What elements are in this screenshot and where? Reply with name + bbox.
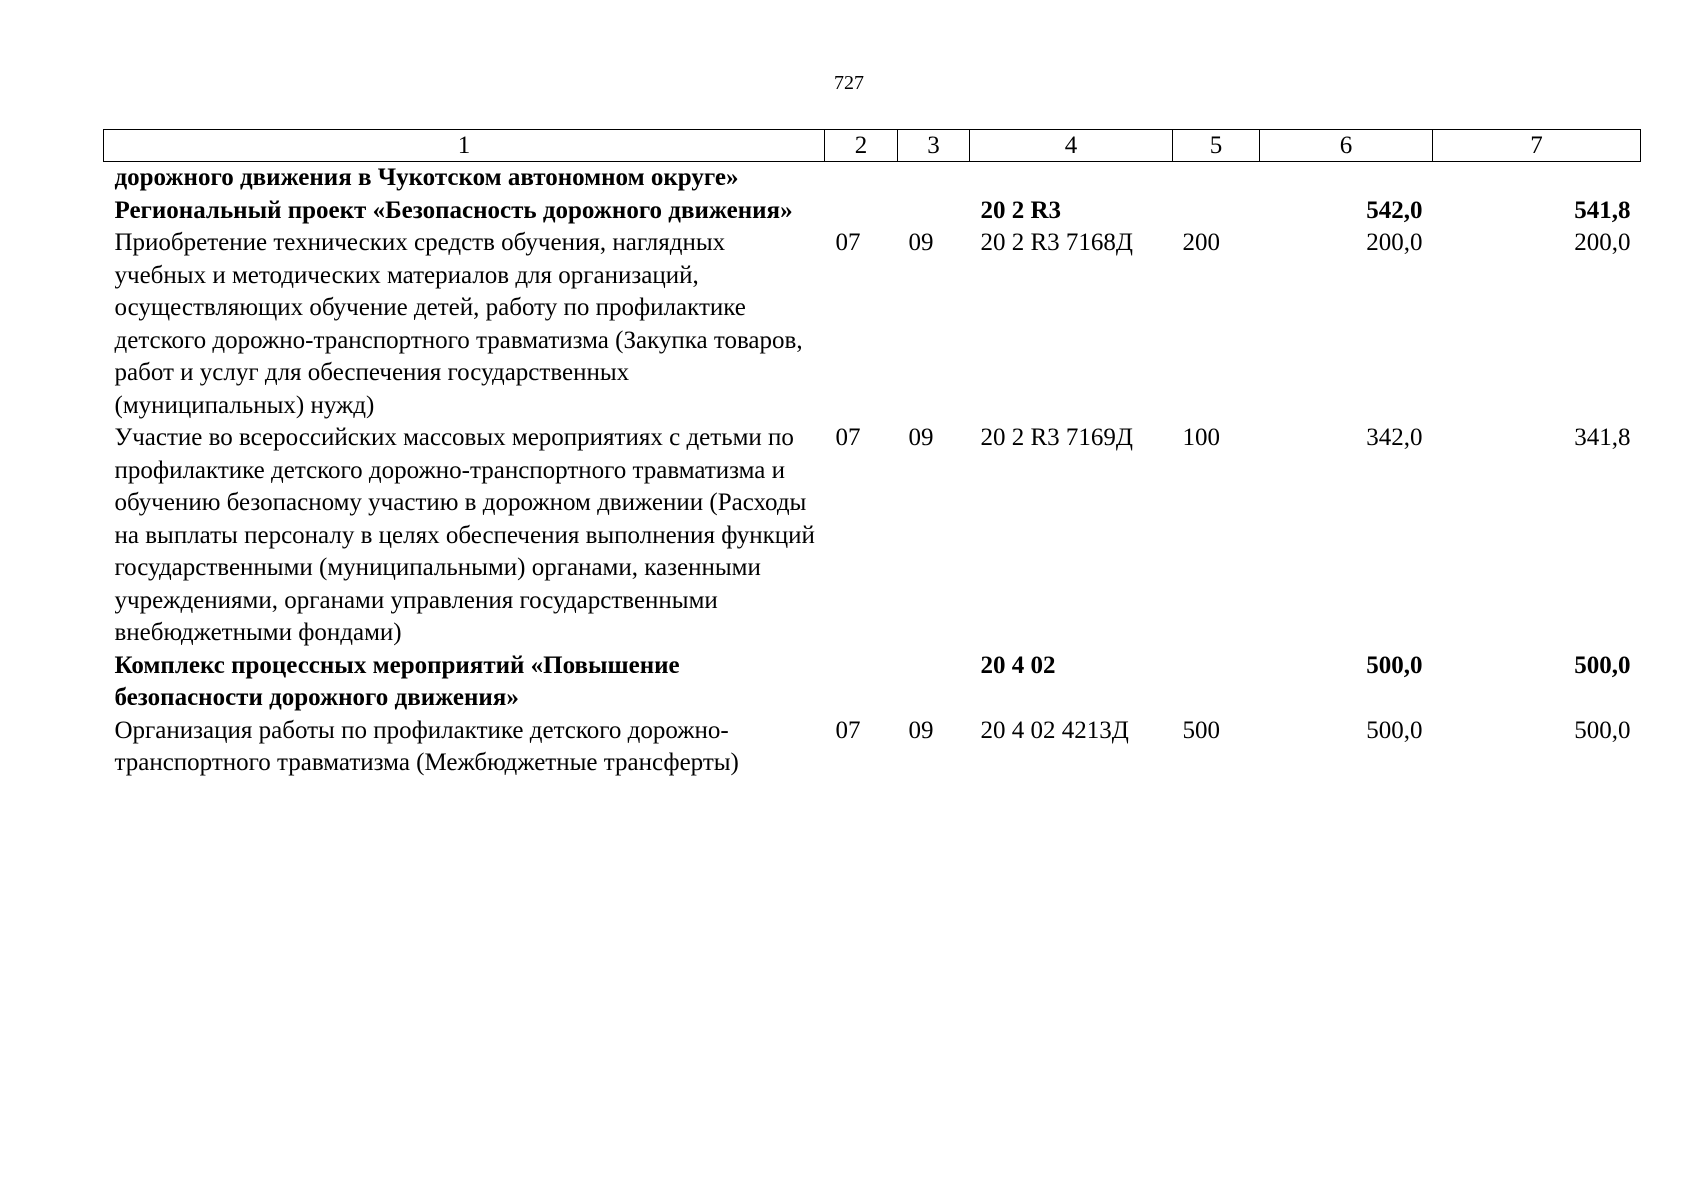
row-amount-col7: 500,0 bbox=[1574, 716, 1631, 744]
row-name: Региональный проект «Безопасность дорожного движения» bbox=[114, 196, 793, 224]
row-name: Приобретение технических средств обучения, наглядных учебных и методических материалов для организаций, осуществляющих обучение детей, работу по профилактике детского дорожно-транспортного травматизма (Закупка товаров, работ и услуг для обеспечения государственных (муниципальных) нужд) bbox=[114, 229, 803, 419]
table-row bbox=[104, 422, 1641, 650]
table-row bbox=[104, 162, 1641, 195]
row-section bbox=[825, 195, 898, 228]
row-expense-type: 200 bbox=[1182, 229, 1220, 256]
row-subsection: 09 bbox=[908, 424, 934, 451]
row-target-article: 20 4 02 bbox=[980, 651, 1056, 679]
table-row bbox=[104, 227, 1641, 422]
row-amount-col7: 500,0 bbox=[1574, 651, 1631, 679]
row-expense-type: 500 bbox=[1182, 716, 1220, 744]
table-header-row bbox=[104, 130, 1641, 162]
row-amount-col7: 541,8 bbox=[1574, 196, 1631, 224]
row-subsection: 09 bbox=[908, 716, 934, 744]
row-amount-col7: 341,8 bbox=[1574, 424, 1631, 451]
row-section: 07 bbox=[835, 229, 861, 256]
row-amount-col6 bbox=[1260, 162, 1433, 195]
row-target-article: 20 4 02 4213Д bbox=[980, 716, 1129, 744]
row-amount-col6: 200,0 bbox=[1366, 229, 1423, 256]
row-section bbox=[825, 650, 898, 715]
column-header: 4 bbox=[970, 130, 1173, 162]
row-section: 07 bbox=[835, 424, 861, 451]
row-name: Организация работы по профилактике детского дорожно-транспортного травматизма (Межбюджетные трансферты) bbox=[114, 716, 739, 776]
row-target-article: 20 2 R3 bbox=[980, 196, 1062, 224]
column-header: 2 bbox=[825, 130, 898, 162]
column-header: 3 bbox=[898, 130, 970, 162]
row-amount-col6: 500,0 bbox=[1366, 716, 1423, 744]
table-row bbox=[104, 650, 1641, 715]
row-name: дорожного движения в Чукотском автономном округе» bbox=[114, 164, 739, 191]
column-header: 1 bbox=[104, 130, 825, 162]
row-section: 07 bbox=[835, 716, 861, 744]
row-expense-type bbox=[1173, 195, 1260, 228]
column-header: 6 bbox=[1260, 130, 1433, 162]
row-expense-type bbox=[1173, 650, 1260, 715]
row-expense-type bbox=[1173, 162, 1260, 195]
row-amount-col7: 200,0 bbox=[1574, 229, 1631, 256]
row-subsection bbox=[898, 195, 970, 228]
budget-table bbox=[103, 129, 1641, 780]
row-target-article bbox=[970, 162, 1173, 195]
row-subsection bbox=[898, 162, 970, 195]
row-target-article: 20 2 R3 7168Д bbox=[980, 229, 1133, 256]
column-header: 5 bbox=[1173, 130, 1260, 162]
row-target-article: 20 2 R3 7169Д bbox=[980, 424, 1133, 451]
table-row bbox=[104, 715, 1641, 780]
table-row bbox=[104, 195, 1641, 228]
column-header: 7 bbox=[1433, 130, 1641, 162]
row-amount-col6: 542,0 bbox=[1366, 196, 1423, 224]
row-name: Комплекс процессных мероприятий «Повышение безопасности дорожного движения» bbox=[114, 651, 680, 711]
row-section bbox=[825, 162, 898, 195]
row-name: Участие во всероссийских массовых мероприятиях с детьми по профилактике детского дорожно-транспортного травматизма и обучению безопасному участию в дорожном движении (Расходы на выплаты персоналу в целях обеспечения выполнения функций государственными (муниципальными) органами, казенными учреждениями, органами управления государственными внебюджетными фондами) bbox=[114, 424, 815, 646]
page-number: 727 bbox=[834, 72, 864, 94]
row-subsection bbox=[898, 650, 970, 715]
row-subsection: 09 bbox=[908, 229, 934, 256]
row-amount-col6: 342,0 bbox=[1366, 424, 1423, 451]
row-amount-col7 bbox=[1433, 162, 1641, 195]
row-amount-col6: 500,0 bbox=[1366, 651, 1423, 679]
row-expense-type: 100 bbox=[1182, 424, 1220, 451]
